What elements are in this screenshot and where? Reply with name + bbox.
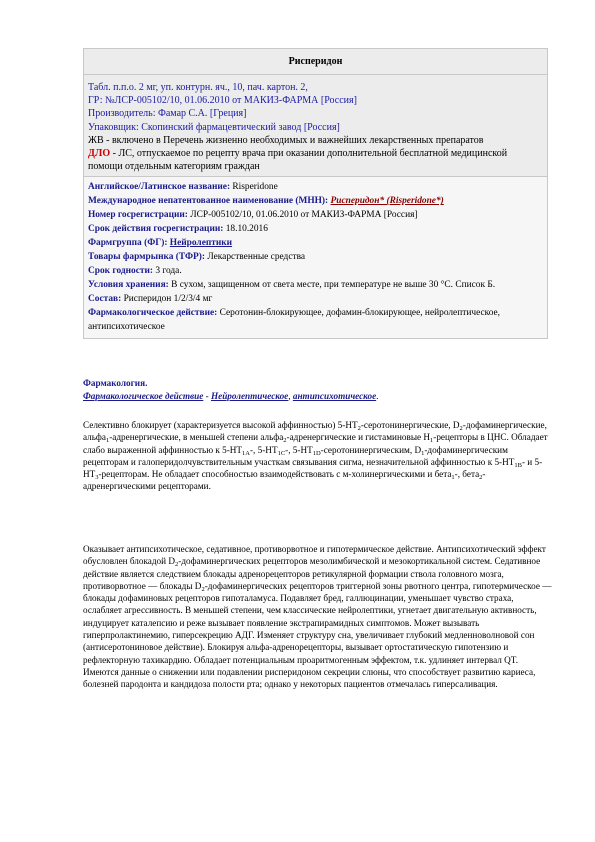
reg-term-label: Срок действия госрегистрации: xyxy=(88,224,224,235)
effects-paragraph xyxy=(83,543,553,691)
pharmgroup-link[interactable]: Нейролептики xyxy=(169,238,233,249)
product-info-box xyxy=(83,75,548,177)
text-run: Селективно блокирует (характеризуется высокой аффинностью) 5-HT xyxy=(83,420,358,430)
subscript-text: 1 xyxy=(105,437,110,445)
text-run: -дофаминергическим рецепторам и галоперидолчувствительным участкам связывания сигма, незначительной аффинностью к 5-HT xyxy=(83,444,515,467)
text-run: -адренергическими рецепторами. xyxy=(83,469,486,492)
dash-sep: - xyxy=(203,390,211,401)
text-run: -адренергические, в меньшей степени альфа xyxy=(109,432,284,443)
inn-label: Международное непатентованное наименование (МНН): xyxy=(88,196,329,207)
text-run: -рецепторы в ЦНС. Обладает слабо выраженной аффинностью к 5-HT xyxy=(83,432,548,455)
text-run: -дофаминергические, альфа xyxy=(83,420,547,443)
subscript-text: 1C xyxy=(277,449,286,457)
text-run: -серотонинергическим, D xyxy=(320,444,422,455)
text-run: -, бета xyxy=(454,469,480,480)
storage-row xyxy=(88,278,543,292)
registry-box xyxy=(83,177,548,339)
pharm-action-line xyxy=(83,390,553,403)
dlo-label: ДЛО xyxy=(88,148,111,160)
text-run: -рецепторам. Не обладает способностью взаимодействовать с м-холинергическими и бета xyxy=(98,469,452,480)
subscript-text: 3 xyxy=(95,474,99,482)
subscript-text: 1 xyxy=(451,474,455,482)
shelf-life-row xyxy=(88,264,543,278)
market-goods-value: Лекарственные средства xyxy=(204,252,306,263)
subscript-text: 2 xyxy=(479,474,483,482)
composition-value: Рисперидон 1/2/3/4 мг xyxy=(121,294,213,305)
pharm-action-value: Серотонин-блокирующее, дофамин-блокирующее, нейролептическое, антипсихотическое xyxy=(88,308,501,333)
pharm-action-row xyxy=(88,306,543,334)
subscript-text: 2 xyxy=(459,425,463,432)
reg-term-value: 18.10.2016 xyxy=(223,224,268,235)
dot-sep: . xyxy=(376,390,379,401)
text-run: - и 5-HT xyxy=(83,456,543,480)
reg-number-row xyxy=(88,208,543,222)
pharmgroup-row xyxy=(88,236,543,250)
inn-link[interactable]: Рисперидон* (Risperidone*) xyxy=(330,196,444,207)
subscript-text: 2 xyxy=(283,437,287,445)
text-run: -адренергические и гистаминовые H xyxy=(286,432,431,443)
text-run: -, 5-HT xyxy=(250,444,278,455)
composition-label: Состав: xyxy=(88,294,122,305)
text-run: -, 5-HT xyxy=(285,444,313,455)
subscript-text: 1B xyxy=(514,461,522,469)
composition-row xyxy=(88,292,543,306)
pharm-action-label: Фармакологическое действие: xyxy=(88,308,218,319)
registration-line: ГР: №ЛСР-005102/10, 01.06.2010 от МАКИЗ-ФАРМА [Россия] xyxy=(88,95,357,107)
subscript-text: 2 xyxy=(357,425,361,432)
text-run: -серотонинергические, D xyxy=(360,420,460,430)
vital-drugs-line: ЖВ - включено в Перечень жизненно необходимых и важнейших лекарственных препаратов xyxy=(88,134,484,146)
market-goods-row xyxy=(88,250,543,264)
subscript-text: 2 xyxy=(201,585,205,593)
dlo-line xyxy=(88,147,543,173)
dlo-text: - ЛС, отпускаемое по рецепту врача при оказании дополнительной бесплатной медицинской помощи отдельным категориям граждан xyxy=(88,148,508,173)
english-name-row xyxy=(88,180,543,194)
reg-number-label: Номер госрегистрации: xyxy=(88,210,188,221)
shelf-life-value: 3 года. xyxy=(152,266,182,277)
pharmacology-section xyxy=(83,377,553,402)
market-goods-label: Товары фармрынка (ТФР): xyxy=(88,252,205,263)
text-run: -дофаминергических рецепторов триггерной зоны рвотного центра, гипотермическое — блокады дофаминовых рецепторов гипоталамуса. Подавляет бред, галлюцинации, уменьшает чувство страха, ослабляет агрессивность. В меньшей степени, чем классические нейролептики, угнетает двигательную активность, индуцирует каталепсию и реже вызывает появление экстрапирамидных симптомов. Может вызывать гиперпролактинемию, гиперсекрецию АДГ. Изменяет структуру сна, увеличивает глубокий медленноволновой сон (антисеротониновое действие). Блокируя альфа-адренорецепторы, вызывает ортостатическую гипотензию и рефлекторную тахикардию. Обладает потенциальным проаритмогенным эффектом, т.к. удлиняет интервал QT. Имеются данные о снижении или подавлении рисперидоном секреции слюны, что способствует развитию кариеса, болезней пародонта и кандидоза полости рта; однако у некоторых пациентов отмечалась гиперсаливация. xyxy=(83,580,552,690)
drug-title: Рисперидон xyxy=(288,56,343,67)
antipsychotic-link[interactable]: антипсихотическое xyxy=(292,390,377,401)
text-run: -дофаминергических рецепторов мезолимбической и мезокортикальной систем. Седативное действие является следствием блокады адренорецепторов ретикулярной формации ствола головного мозга, противорвотное — блокады D xyxy=(83,556,541,591)
subscript-text: 2 xyxy=(175,561,179,569)
title-box xyxy=(83,48,548,75)
neuroleptic-link[interactable]: Нейролептическое xyxy=(210,390,289,401)
english-name-value: Risperidone xyxy=(230,182,278,193)
manufacturer-line: Производитель: Фамар С.А. [Греция] xyxy=(88,108,247,120)
shelf-life-label: Срок годности: xyxy=(88,266,153,277)
reg-term-row xyxy=(88,222,543,236)
comma-sep: , xyxy=(288,390,293,401)
pharm-action-subheading: Фармакологическое действие xyxy=(83,390,204,401)
pharmacology-heading: Фармакология. xyxy=(83,378,148,388)
subscript-text: 1 xyxy=(421,449,425,457)
english-name-label: Английское/Латинское название: xyxy=(88,182,231,193)
text-run: Оказывает антипсихотическое, седативное, противорвотное и гипотермическое действие. Антипсихотический эффект обусловлен блокадой D xyxy=(83,544,546,567)
reg-number-value: ЛСР-005102/10, 01.06.2010 от МАКИЗ-ФАРМА [Россия] xyxy=(187,210,418,221)
receptor-paragraph xyxy=(83,419,553,493)
storage-value: В сухом, защищенном от света месте, при температуре не выше 30 °С. Список Б. xyxy=(168,280,496,291)
storage-label: Условия хранения: xyxy=(88,280,169,291)
inn-row xyxy=(88,194,543,208)
packer-line: Упаковщик: Скопинский фармацевтический завод [Россия] xyxy=(88,121,340,133)
subscript-text: 1D xyxy=(312,449,321,457)
subscript-text: 1A xyxy=(242,449,250,457)
document-page xyxy=(83,48,548,339)
subscript-text: 1 xyxy=(430,437,434,445)
form-line: Табл. п.п.о. 2 мг, уп. контурн. яч., 10, пач. картон. 2, xyxy=(88,82,308,93)
pharmgroup-label: Фармгруппа (ФГ): xyxy=(88,238,168,249)
